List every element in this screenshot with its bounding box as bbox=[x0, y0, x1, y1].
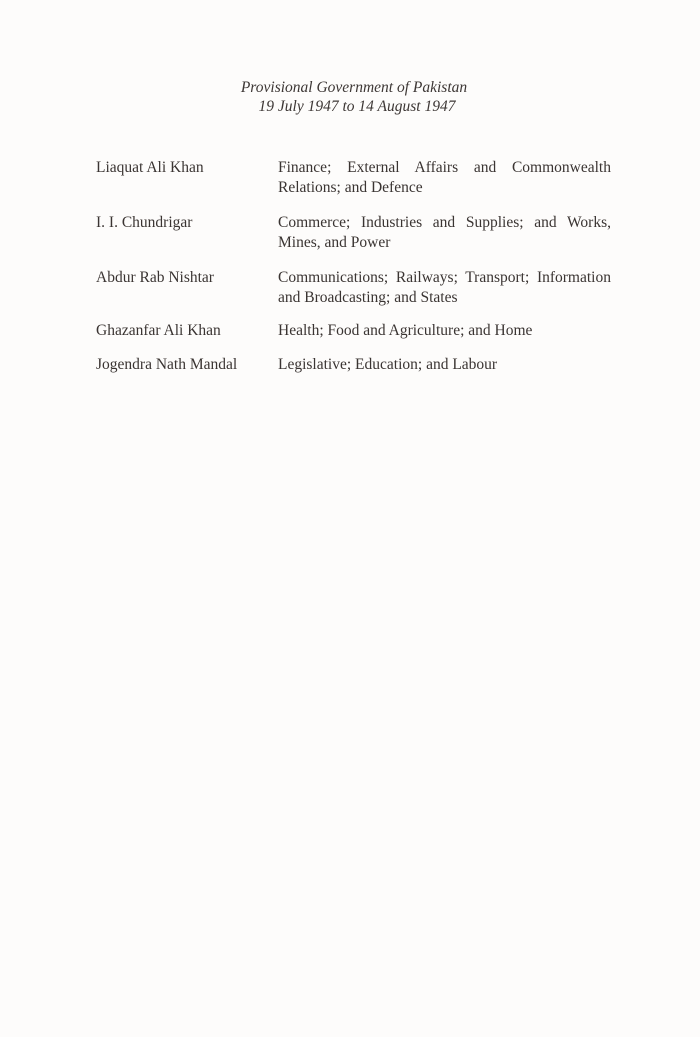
minister-name: Abdur Rab Nishtar bbox=[96, 269, 214, 286]
minister-portfolio: Commerce; Industries and Supplies; and Works, Mines, and Power bbox=[278, 214, 611, 251]
minister-name: I. I. Chundrigar bbox=[96, 214, 193, 231]
minister-portfolio: Finance; External Affairs and Commonwealth Relations; and Defence bbox=[278, 159, 611, 196]
minister-portfolio: Health; Food and Agriculture; and Home bbox=[278, 322, 533, 339]
minister-row bbox=[96, 321, 616, 355]
minister-portfolio: Legislative; Education; and Labour bbox=[278, 356, 498, 373]
minister-name: Ghazanfar Ali Khan bbox=[96, 322, 221, 339]
ministers-list bbox=[96, 158, 616, 377]
page-title: Provisional Government of Pakistan bbox=[240, 79, 468, 96]
date-range: 19 July 1947 to 14 August 1947 bbox=[258, 98, 456, 115]
page-header bbox=[0, 78, 700, 116]
minister-name: Jogendra Nath Mandal bbox=[96, 356, 238, 373]
minister-portfolio: Communications; Railways; Transport; Information and Broadcasting; and States bbox=[278, 269, 611, 306]
minister-row bbox=[96, 355, 616, 377]
minister-row bbox=[96, 268, 616, 321]
minister-row bbox=[96, 158, 616, 213]
minister-name: Liaquat Ali Khan bbox=[96, 159, 204, 176]
minister-row bbox=[96, 213, 616, 268]
